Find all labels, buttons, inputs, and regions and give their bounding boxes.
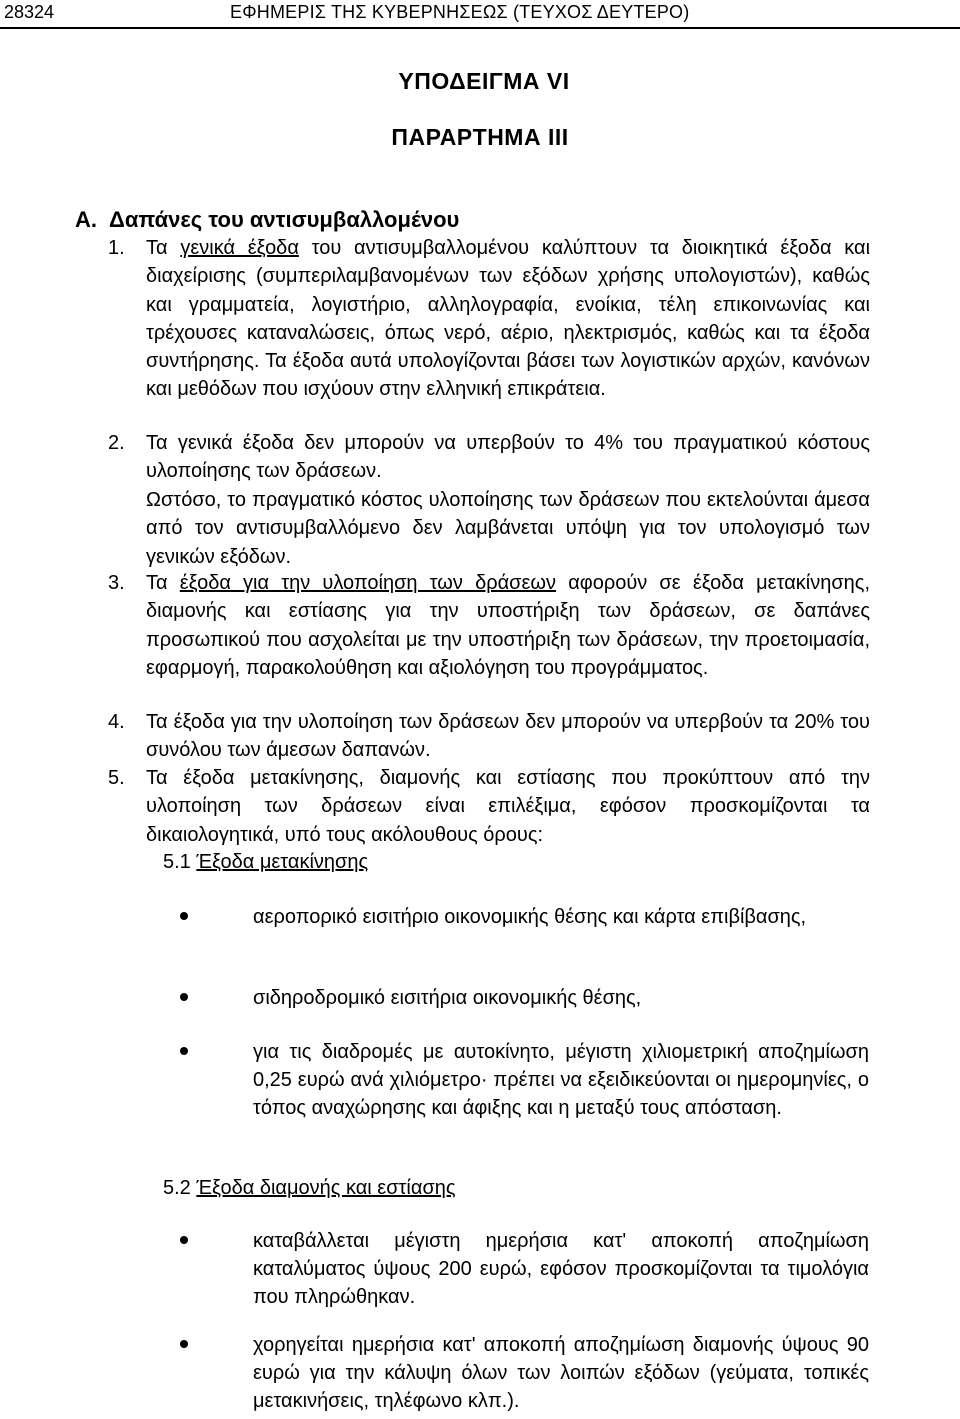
gazette-title: ΕΦΗΜΕΡΙΣ ΤΗΣ ΚΥΒΕΡΝΗΣΕΩΣ (ΤΕΥΧΟΣ ΔΕΥΤΕΡΟ) xyxy=(230,2,690,22)
bullet-5-1-2-marker xyxy=(180,993,188,1001)
model-title: ΥΠΟΔΕΙΓΜΑ VI xyxy=(398,68,570,94)
bullet-5-2-1-marker xyxy=(180,1236,188,1244)
subsection-5-1-heading xyxy=(163,848,368,876)
item-5-text: Τα έξοδα μετακίνησης, διαμονής και εστίασης που προκύπτουν από την υλοποίηση των δράσεων είναι επιλέξιμα, εφόσον προσκομίζονται τα δικαιολογητικά, υπό τους ακόλουθους όρους: xyxy=(146,767,870,846)
item-3-underlined: έξοδα για την υλοποίηση των δράσεων xyxy=(179,572,557,594)
item-2-text: Τα γενικά έξοδα δεν μπορούν να υπερβούν το 4% του πραγματικού κόστους υλοποίησης των δράσεων. xyxy=(146,432,870,483)
item-1-lead: Τα xyxy=(146,237,168,259)
bullet-5-2-2-marker xyxy=(180,1340,188,1348)
bullet-5-2-2-text: χορηγείται ημερήσια κατ' αποκοπή αποζημίωση διαμονής ύψους 90 ευρώ για την κάλυψη όλων των λοιπών εξόδων (γεύματα, τοπικές μετακινήσεις, τηλέφωνο κλπ.). xyxy=(253,1334,869,1412)
page-number: 28324 xyxy=(4,2,55,22)
subsection-5-1-title: Έξοδα μετακίνησης xyxy=(196,851,369,873)
subsection-5-2-heading xyxy=(163,1174,456,1202)
bullet-5-1-3-text: για τις διαδρομές με αυτοκίνητο, μέγιστη χιλιομετρική αποζημίωση 0,25 ευρώ ανά χιλιόμετρο· πρέπει να εξειδικεύονται οι ημερομηνίες, ο τόπος αναχώρησης και άφιξης και η μεταξύ τους απόσταση. xyxy=(253,1041,869,1119)
item-1-underlined: γενικά έξοδα xyxy=(180,237,299,259)
item-4-number: 4. xyxy=(108,711,125,733)
bullet-5-1-2-text: σιδηροδρομικό εισιτήρια οικονομικής θέσης, xyxy=(253,987,642,1009)
item-3-text xyxy=(146,569,870,682)
item-3-number: 3. xyxy=(108,572,125,594)
annex-title: ΠΑΡΑΡΤΗΜΑ ΙΙΙ xyxy=(391,124,569,150)
item-2-note: Ωστόσο, το πραγματικό κόστος υλοποίησης των δράσεων που εκτελούνται άμεσα από τον αντισυμβαλλόμενο δεν λαμβάνεται υπόψη για τον υπολογισμό των γενικών εξόδων. xyxy=(146,489,870,568)
subsection-5-2-number: 5.2 xyxy=(163,1177,191,1199)
header-rule xyxy=(0,27,960,29)
subsection-5-1-number: 5.1 xyxy=(163,851,191,873)
bullet-5-1-1-text: αεροπορικό εισιτήριο οικονομικής θέσης και κάρτα επιβίβασης, xyxy=(253,906,807,928)
item-2-number: 2. xyxy=(108,432,125,454)
item-1-number: 1. xyxy=(108,237,125,259)
subsection-5-2-title: Έξοδα διαμονής και εστίασης xyxy=(196,1177,456,1199)
item-4-text: Τα έξοδα για την υλοποίηση των δράσεων δεν μπορούν να υπερβούν τα 20% του συνόλου των άμεσων δαπανών. xyxy=(146,711,870,762)
bullet-5-1-1-marker xyxy=(180,912,188,920)
item-3-body: αφορούν σε έξοδα μετακίνησης, διαμονής και εστίασης για την υποστήριξη των δράσεων, σε δαπάνες προσωπικού που ασχολείται με την υποστήριξη των δράσεων, την προετοιμασία, εφαρμογή, παρακολούθηση και αξιολόγηση του προγράμματος. xyxy=(146,572,870,679)
section-a-title: Δαπάνες του αντισυμβαλλομένου xyxy=(109,207,460,232)
page-header xyxy=(0,0,960,34)
section-a-label: Α. xyxy=(75,207,97,232)
bullet-5-1-3-marker xyxy=(180,1047,188,1055)
section-a-heading xyxy=(75,207,459,233)
item-5-number: 5. xyxy=(108,767,125,789)
item-1-body: του αντισυμβαλλομένου καλύπτουν τα διοικητικά έξοδα και διαχείρισης (συμπεριλαμβανομένων των εξόδων χρήσης υπολογιστών), καθώς και γραμματεία, λογιστήριο, αλληλογραφία, ενοίκια, τέλη επικοινωνίας και τρέχουσες καταναλώσεις, όπως νερό, αέριο, ηλεκτρισμός, καθώς και τα έξοδα συντήρησης. Τα έξοδα αυτά υπολογίζονται βάσει των λογιστικών αρχών, κανόνων και μεθόδων που ισχύουν στην ελληνική επικράτεια. xyxy=(146,237,871,401)
item-1-text xyxy=(146,234,870,404)
item-3-lead: Τα xyxy=(146,572,168,594)
bullet-5-2-1-text: καταβάλλεται μέγιστη ημερήσια κατ' αποκοπή αποζημίωση καταλύματος ύψους 200 ευρώ, εφόσον προσκομίζονται τα τιμολόγια που πληρώθηκαν. xyxy=(253,1230,869,1308)
